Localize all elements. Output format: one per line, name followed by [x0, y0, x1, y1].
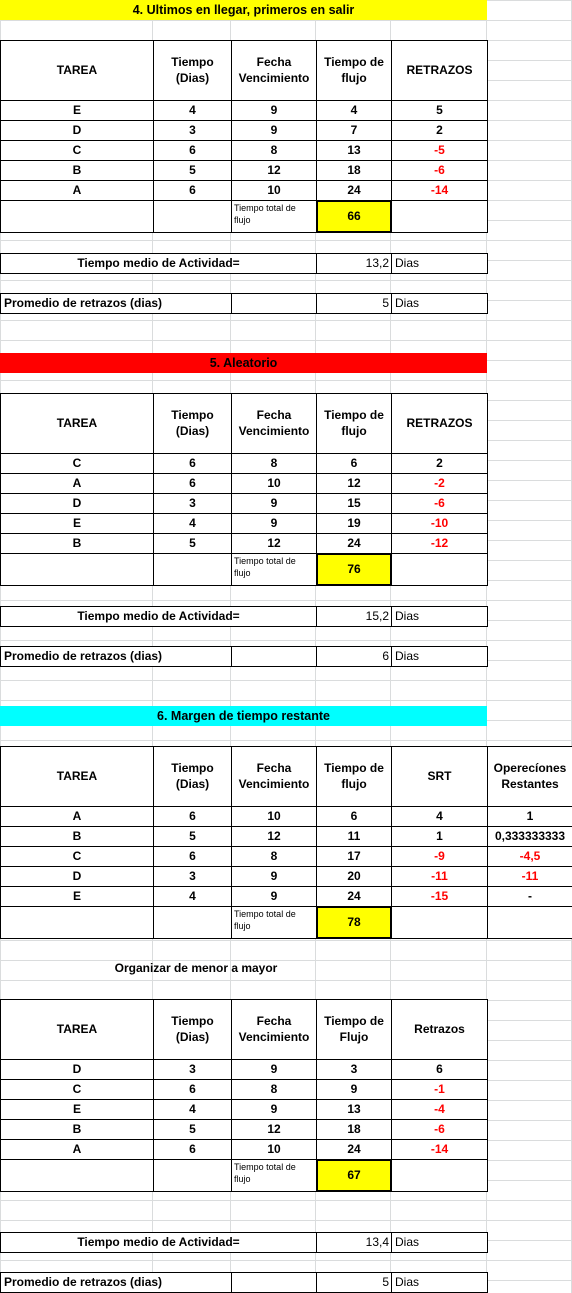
table-cell[interactable]: 7 — [316, 120, 392, 141]
column-header: Tiempo de flujo — [316, 746, 392, 807]
table-cell[interactable]: 9 — [231, 493, 317, 514]
table-cell[interactable]: -6 — [391, 160, 488, 181]
avg-delay-value[interactable]: 5 — [316, 1272, 392, 1293]
table-cell[interactable]: D — [0, 120, 154, 141]
table-cell[interactable]: 24 — [316, 886, 392, 907]
table-cell[interactable]: 8 — [231, 846, 317, 867]
column-header: Tiempo de flujo — [316, 393, 392, 454]
table-cell[interactable]: A — [0, 1139, 154, 1160]
table-cell[interactable]: - — [487, 886, 572, 907]
empty-cell — [487, 906, 572, 939]
table-cell[interactable]: -12 — [391, 533, 488, 554]
empty-cell — [391, 200, 488, 233]
column-header: Fecha Vencimiento — [231, 393, 317, 454]
column-header: Tiempo (Dias) — [153, 999, 232, 1060]
table-cell[interactable]: 6 — [153, 806, 232, 827]
table-cell[interactable]: E — [0, 513, 154, 534]
empty-cell — [0, 553, 154, 586]
table-cell[interactable]: 18 — [316, 160, 392, 181]
table-cell[interactable]: 3 — [153, 493, 232, 514]
table-cell[interactable]: -9 — [391, 846, 488, 867]
table-cell[interactable]: C — [0, 846, 154, 867]
table-cell[interactable]: 1 — [487, 806, 572, 827]
total-flow-value[interactable]: 76 — [316, 553, 392, 586]
table-cell[interactable]: C — [0, 1079, 154, 1100]
empty-cell — [231, 293, 317, 314]
avg-activity-unit: Dias — [391, 253, 488, 274]
column-header: RETRAZOS — [391, 40, 488, 101]
table-cell[interactable]: 13 — [316, 140, 392, 161]
column-header: Operecíones Restantes — [487, 746, 572, 807]
table-cell[interactable]: 9 — [231, 1059, 317, 1080]
avg-delay-label: Promedio de retrazos (dias) — [0, 293, 232, 314]
table-cell[interactable]: 2 — [391, 453, 488, 474]
table-cell[interactable]: 4 — [316, 100, 392, 121]
table-cell[interactable]: 9 — [231, 513, 317, 534]
table-cell[interactable]: 3 — [153, 866, 232, 887]
column-header: TAREA — [0, 746, 154, 807]
column-header: Tiempo (Dias) — [153, 746, 232, 807]
table-cell[interactable]: -6 — [391, 493, 488, 514]
table-cell[interactable]: E — [0, 1099, 154, 1120]
table-cell[interactable]: 5 — [153, 533, 232, 554]
empty-cell — [391, 553, 488, 586]
table-cell[interactable]: 8 — [231, 453, 317, 474]
table-cell[interactable]: 0,333333333 — [487, 826, 572, 847]
empty-cell — [153, 200, 232, 233]
table-cell[interactable]: -6 — [391, 1119, 488, 1140]
table-cell[interactable]: E — [0, 886, 154, 907]
table-cell[interactable]: 6 — [316, 453, 392, 474]
column-header: Fecha Vencimiento — [231, 999, 317, 1060]
table-cell[interactable]: 1 — [391, 826, 488, 847]
table-cell[interactable]: 5 — [153, 1119, 232, 1140]
table-cell[interactable]: A — [0, 806, 154, 827]
table-cell[interactable]: B — [0, 826, 154, 847]
table-cell[interactable]: 8 — [231, 1079, 317, 1100]
table-cell[interactable]: 6 — [153, 1079, 232, 1100]
table-cell[interactable]: 9 — [231, 1099, 317, 1120]
column-header: Fecha Vencimiento — [231, 40, 317, 101]
column-header: Fecha Vencimiento — [231, 746, 317, 807]
avg-activity-label: Tiempo medio de Actividad= — [0, 1232, 317, 1253]
total-flow-label: Tiempo total de flujo — [231, 200, 317, 233]
empty-cell — [0, 200, 154, 233]
table-cell[interactable]: D — [0, 866, 154, 887]
total-flow-label: Tiempo total de flujo — [231, 906, 317, 939]
table-cell[interactable]: 6 — [153, 180, 232, 201]
table-cell[interactable]: 9 — [231, 100, 317, 121]
column-header: Retrazos — [391, 999, 488, 1060]
table-cell[interactable]: -4 — [391, 1099, 488, 1120]
table-cell[interactable]: 2 — [391, 120, 488, 141]
table-cell[interactable]: B — [0, 533, 154, 554]
table-cell[interactable]: -5 — [391, 140, 488, 161]
table-cell[interactable]: 10 — [231, 1139, 317, 1160]
table-cell[interactable]: 6 — [316, 806, 392, 827]
table-cell[interactable]: C — [0, 140, 154, 161]
table-cell[interactable]: C — [0, 453, 154, 474]
table-cell[interactable]: 6 — [153, 453, 232, 474]
column-header: Tiempo de Flujo — [316, 999, 392, 1060]
avg-delay-label: Promedio de retrazos (dias) — [0, 1272, 232, 1293]
avg-activity-label: Tiempo medio de Actividad= — [0, 253, 317, 274]
table-cell[interactable]: 5 — [391, 100, 488, 121]
table-cell[interactable]: 9 — [231, 120, 317, 141]
table-cell[interactable]: B — [0, 160, 154, 181]
column-header: TAREA — [0, 999, 154, 1060]
table-cell[interactable]: 12 — [231, 1119, 317, 1140]
table-cell[interactable]: 9 — [231, 886, 317, 907]
table-cell[interactable]: 12 — [316, 473, 392, 494]
empty-cell — [0, 1159, 154, 1192]
table-cell[interactable]: -14 — [391, 1139, 488, 1160]
table-cell[interactable]: 4 — [153, 886, 232, 907]
column-header: Tiempo de flujo — [316, 40, 392, 101]
table-cell[interactable]: -14 — [391, 180, 488, 201]
section-title: 5. Aleatorio — [0, 353, 487, 373]
table-cell[interactable]: 17 — [316, 846, 392, 867]
table-cell[interactable]: 12 — [231, 160, 317, 181]
avg-delay-value[interactable]: 6 — [316, 646, 392, 667]
empty-cell — [231, 646, 317, 667]
table-cell[interactable]: -15 — [391, 886, 488, 907]
table-cell[interactable]: 8 — [231, 140, 317, 161]
empty-cell — [153, 553, 232, 586]
table-cell[interactable]: 5 — [153, 160, 232, 181]
table-cell[interactable]: A — [0, 473, 154, 494]
avg-delay-value[interactable]: 5 — [316, 293, 392, 314]
avg-activity-value[interactable]: 13,4 — [316, 1232, 392, 1253]
table-cell[interactable]: 6 — [153, 473, 232, 494]
total-flow-value[interactable]: 66 — [316, 200, 392, 233]
table-cell[interactable]: -2 — [391, 473, 488, 494]
column-header: RETRAZOS — [391, 393, 488, 454]
table-cell[interactable]: 6 — [153, 140, 232, 161]
table-cell[interactable]: 24 — [316, 180, 392, 201]
table-cell[interactable]: 3 — [316, 1059, 392, 1080]
table-cell[interactable]: A — [0, 180, 154, 201]
table-cell[interactable]: 13 — [316, 1099, 392, 1120]
avg-delay-label: Promedio de retrazos (dias) — [0, 646, 232, 667]
table-cell[interactable]: D — [0, 1059, 154, 1080]
table-cell[interactable]: 9 — [316, 1079, 392, 1100]
empty-cell — [153, 1159, 232, 1192]
table-cell[interactable]: 4 — [153, 1099, 232, 1120]
column-header: TAREA — [0, 393, 154, 454]
column-header: TAREA — [0, 40, 154, 101]
total-flow-label: Tiempo total de flujo — [231, 553, 317, 586]
total-flow-label: Tiempo total de flujo — [231, 1159, 317, 1192]
table-cell[interactable]: 18 — [316, 1119, 392, 1140]
table-cell[interactable]: D — [0, 493, 154, 514]
avg-activity-unit: Dias — [391, 606, 488, 627]
table-cell[interactable]: 24 — [316, 533, 392, 554]
empty-cell — [231, 1272, 317, 1293]
avg-activity-value[interactable]: 15,2 — [316, 606, 392, 627]
table-cell[interactable]: 12 — [231, 533, 317, 554]
table-cell[interactable]: 10 — [231, 180, 317, 201]
table-cell[interactable]: 6 — [153, 846, 232, 867]
table-cell[interactable]: 24 — [316, 1139, 392, 1160]
table-cell[interactable]: 5 — [153, 826, 232, 847]
table-cell[interactable]: 4 — [391, 806, 488, 827]
table-cell[interactable]: 15 — [316, 493, 392, 514]
sort-subtitle: Organizar de menor a mayor — [114, 961, 278, 976]
table-cell[interactable]: 3 — [153, 1059, 232, 1080]
table-cell[interactable]: E — [0, 100, 154, 121]
avg-delay-unit: Dias — [391, 646, 488, 667]
table-cell[interactable]: -1 — [391, 1079, 488, 1100]
table-cell[interactable]: -11 — [487, 866, 572, 887]
table-cell[interactable]: 10 — [231, 473, 317, 494]
empty-cell — [391, 1159, 488, 1192]
table-cell[interactable]: 3 — [153, 120, 232, 141]
table-cell[interactable]: 9 — [231, 866, 317, 887]
empty-cell — [391, 906, 488, 939]
section-title: 6. Margen de tiempo restante — [0, 706, 487, 726]
section-title: 4. Ultimos en llegar, primeros en salir — [0, 0, 487, 20]
table-cell[interactable]: 4 — [153, 100, 232, 121]
table-cell[interactable]: -11 — [391, 866, 488, 887]
column-header: SRT — [391, 746, 488, 807]
table-cell[interactable]: 20 — [316, 866, 392, 887]
table-cell[interactable]: B — [0, 1119, 154, 1140]
column-header: Tiempo (Dias) — [153, 40, 232, 101]
avg-delay-unit: Dias — [391, 293, 488, 314]
total-flow-value[interactable]: 67 — [316, 1159, 392, 1192]
table-cell[interactable]: 6 — [153, 1139, 232, 1160]
table-cell[interactable]: 19 — [316, 513, 392, 534]
avg-activity-unit: Dias — [391, 1232, 488, 1253]
total-flow-value[interactable]: 78 — [316, 906, 392, 939]
column-header: Tiempo (Dias) — [153, 393, 232, 454]
table-cell[interactable]: -4,5 — [487, 846, 572, 867]
table-cell[interactable]: 10 — [231, 806, 317, 827]
avg-delay-unit: Dias — [391, 1272, 488, 1293]
table-cell[interactable]: 12 — [231, 826, 317, 847]
table-cell[interactable]: 4 — [153, 513, 232, 534]
table-cell[interactable]: 6 — [391, 1059, 488, 1080]
avg-activity-value[interactable]: 13,2 — [316, 253, 392, 274]
empty-cell — [0, 906, 154, 939]
empty-cell — [153, 906, 232, 939]
table-cell[interactable]: -10 — [391, 513, 488, 534]
table-cell[interactable]: 11 — [316, 826, 392, 847]
avg-activity-label: Tiempo medio de Actividad= — [0, 606, 317, 627]
